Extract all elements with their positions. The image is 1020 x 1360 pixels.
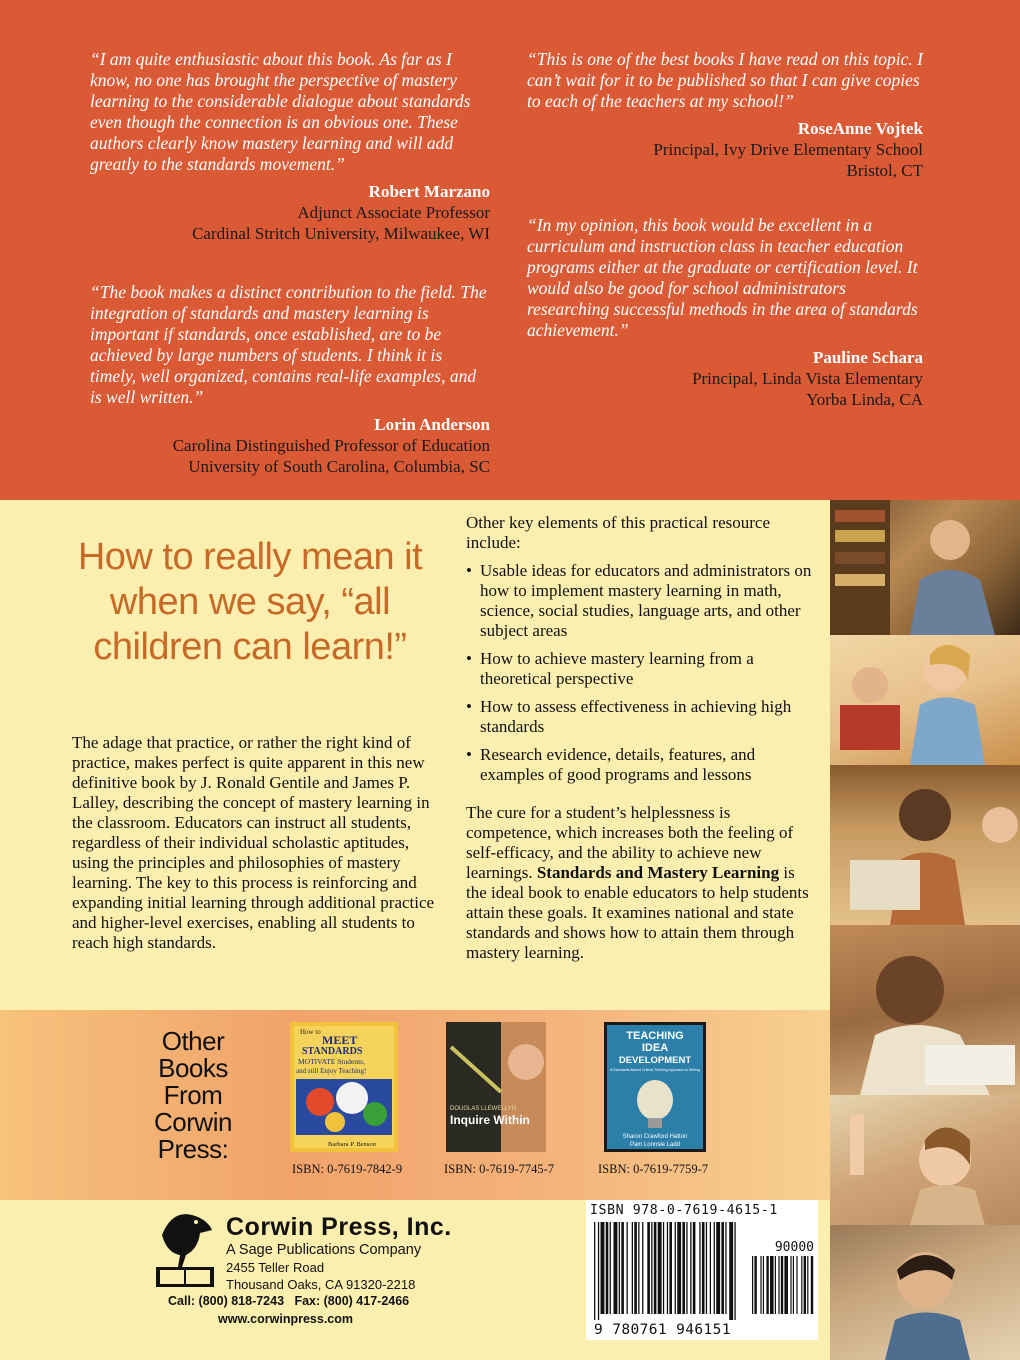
- photo-boy: [830, 1225, 1020, 1360]
- testimonial-attribution: [90, 414, 490, 477]
- book-isbn: ISBN: 0-7619-7745-7: [444, 1162, 555, 1176]
- barcode-isbn: ISBN 978-0-7619-4615-1: [590, 1203, 778, 1218]
- cover-text: Sharon Crawford Hatton: [622, 1134, 688, 1140]
- testimonial-quote: “In my opinion, this book would be excellent in a curriculum and instruction class in teacher education programs either at the graduate or certification level. It would also be good for school administrators researching successful methods in the area of standards achievement.”: [527, 215, 918, 340]
- book-isbn: ISBN: 0-7619-7759-7: [598, 1162, 709, 1176]
- cover-text: Barbara P. Benson: [328, 1141, 376, 1148]
- cover-text: A Standards-Based Critical-Thinking Approach to Writing: [609, 1068, 701, 1072]
- book-cover-inquire-within: [446, 1022, 546, 1152]
- testimonial-title: Adjunct Associate Professor: [297, 203, 490, 222]
- raven-logo-icon: [152, 1205, 218, 1289]
- testimonial-attribution: [527, 347, 923, 410]
- testimonial-title: Principal, Linda Vista Elementary: [692, 369, 923, 388]
- key-elements-list: [466, 561, 816, 785]
- photo-student-raising-hand: [830, 1095, 1020, 1225]
- student-writing-photo-icon: [830, 925, 1020, 1095]
- list-item: • Usable ideas for educators and administrators on how to implement mastery learning in math, science, social studies, language arts, and other subject areas: [466, 561, 816, 641]
- publisher-website: www.corwinpress.com: [218, 1312, 353, 1326]
- testimonial-affiliation: Bristol, CT: [846, 161, 923, 180]
- photo-teacher: [830, 500, 1020, 635]
- students-photo-icon: [830, 635, 1020, 765]
- testimonial-name: Lorin Anderson: [374, 415, 490, 434]
- book-cover-image: [604, 1022, 706, 1152]
- publisher-name: Corwin Press, Inc.: [226, 1213, 452, 1241]
- testimonial-affiliation: University of South Carolina, Columbia, SC: [188, 457, 490, 476]
- testimonial-3: [527, 49, 923, 181]
- testimonial-title: Carolina Distinguished Professor of Education: [172, 436, 490, 455]
- cover-text: TEACHING: [626, 1030, 684, 1042]
- cover-text: Inquire Within: [450, 1113, 530, 1127]
- fax-text: Fax: (800) 417-2466: [294, 1294, 410, 1308]
- key-elements-intro: Other key elements of this practical resource include:: [466, 513, 770, 552]
- other-books-heading: Other Books From Corwin Press:: [154, 1026, 232, 1164]
- cover-text: How to: [300, 1028, 321, 1036]
- list-item: • How to assess effectiveness in achieving high standards: [466, 697, 816, 737]
- book-isbn: ISBN: 0-7619-7842-9: [292, 1162, 403, 1176]
- photo-student-writing: [830, 925, 1020, 1095]
- cover-text: MOTIVATE Students,: [298, 1057, 365, 1066]
- testimonial-2: [90, 282, 490, 477]
- book-cover-teaching-idea: [604, 1022, 706, 1152]
- headline: How to really mean it when we say, “all children can learn!”: [77, 536, 423, 668]
- cure-paragraph: [466, 803, 816, 963]
- photo-student-book: [830, 765, 1020, 925]
- cure-text-end: is the ideal book to enable educators to help students attain these goals. It examines national and state standards and shows how to attain them through mastery learning.: [466, 863, 809, 962]
- testimonial-title: Principal, Ivy Drive Elementary School: [653, 140, 923, 159]
- publisher-address-1: 2455 Teller Road: [226, 1260, 325, 1275]
- photo-strip: [830, 500, 1020, 1360]
- book-cover-image: [446, 1022, 546, 1152]
- boy-photo-icon: [830, 1225, 1020, 1360]
- publisher-phone: [168, 1294, 409, 1308]
- photo-students-reading: [830, 635, 1020, 765]
- publisher-block: [226, 1213, 452, 1293]
- book-cover-meet-standards: [290, 1022, 398, 1152]
- student-book-photo-icon: [830, 765, 1020, 925]
- testimonial-name: Robert Marzano: [368, 182, 490, 201]
- cover-text: IDEA: [641, 1042, 669, 1054]
- cover-text: DOUGLAS LLEWELLYN: [450, 1106, 516, 1112]
- testimonial-attribution: [527, 118, 923, 181]
- publisher-subtitle: A Sage Publications Company: [226, 1242, 422, 1258]
- testimonial-quote: “This is one of the best books I have read on this topic. I can’t wait for it to be published so that I can give copies to each of the teachers at my school!”: [527, 49, 923, 111]
- cover-text: STANDARDS: [302, 1046, 363, 1057]
- barcode-ean: 9 780761 946151: [594, 1322, 731, 1338]
- testimonial-name: Pauline Schara: [812, 348, 923, 367]
- testimonial-affiliation: Cardinal Stritch University, Milwaukee, WI: [192, 224, 490, 243]
- testimonial-name: RoseAnne Vojtek: [797, 119, 923, 138]
- cure-text: The cure for a student’s helplessness is competence, which increases both the feeling of self-efficacy, and the ability to achieve new learnings.: [466, 803, 794, 882]
- publisher-address-2: Thousand Oaks, CA 91320-2218: [226, 1277, 416, 1292]
- cover-text: MEET: [322, 1033, 358, 1047]
- description-right: [466, 513, 816, 963]
- testimonial-attribution: [90, 181, 490, 244]
- list-item: • How to achieve mastery learning from a theoretical perspective: [466, 649, 816, 689]
- phone-text: Call: (800) 818-7243: [168, 1294, 285, 1308]
- list-item: • Research evidence, details, features, and examples of good programs and lessons: [466, 745, 816, 785]
- testimonial-quote: “I am quite enthusiastic about this book. As far as I know, no one has brought the perspective of mastery learning to the considerable dialogue about standards even though the connection is an obvious one. These authors clearly know mastery learning and will add greatly to the standards movement.”: [90, 49, 471, 174]
- raising-hand-photo-icon: [830, 1095, 1020, 1225]
- book-cover-image: [290, 1022, 398, 1152]
- testimonial-1: [90, 49, 490, 244]
- description-left: The adage that practice, or rather the right kind of practice, makes perfect is quite apparent in this new definitive book by J. Ronald Gentile and James P. Lalley, describing the concept of mastery learning in the classroom. Educators can instruct all students, regardless of their individual scholastic aptitudes, using the principles and philosophies of mastery learning. The key to this process is reinforcing and expanding initial learning through additional practice and higher-level exercises, enabling all students to reach high standards.: [72, 733, 435, 952]
- testimonial-affiliation: Yorba Linda, CA: [806, 390, 923, 409]
- testimonial-4: [527, 215, 923, 410]
- barcode: [586, 1200, 818, 1340]
- testimonial-quote: “The book makes a distinct contribution to the field. The integration of standards and mastery learning is important if standards, once established, are to be achieved by large numbers of students. I think it is timely, well organized, contains real-life examples, and is well written.”: [90, 282, 487, 407]
- teacher-photo-icon: [830, 500, 1020, 635]
- cover-text: and still Enjoy Teaching!: [296, 1067, 367, 1075]
- cover-text: DEVELOPMENT: [618, 1055, 692, 1066]
- cover-text: Pam Lonnsie Ladd: [629, 1142, 681, 1148]
- book-title: Standards and Mastery Learning: [536, 863, 780, 882]
- barcode-price-code: 90000: [774, 1240, 814, 1255]
- barcode-bars-icon: [586, 1200, 818, 1340]
